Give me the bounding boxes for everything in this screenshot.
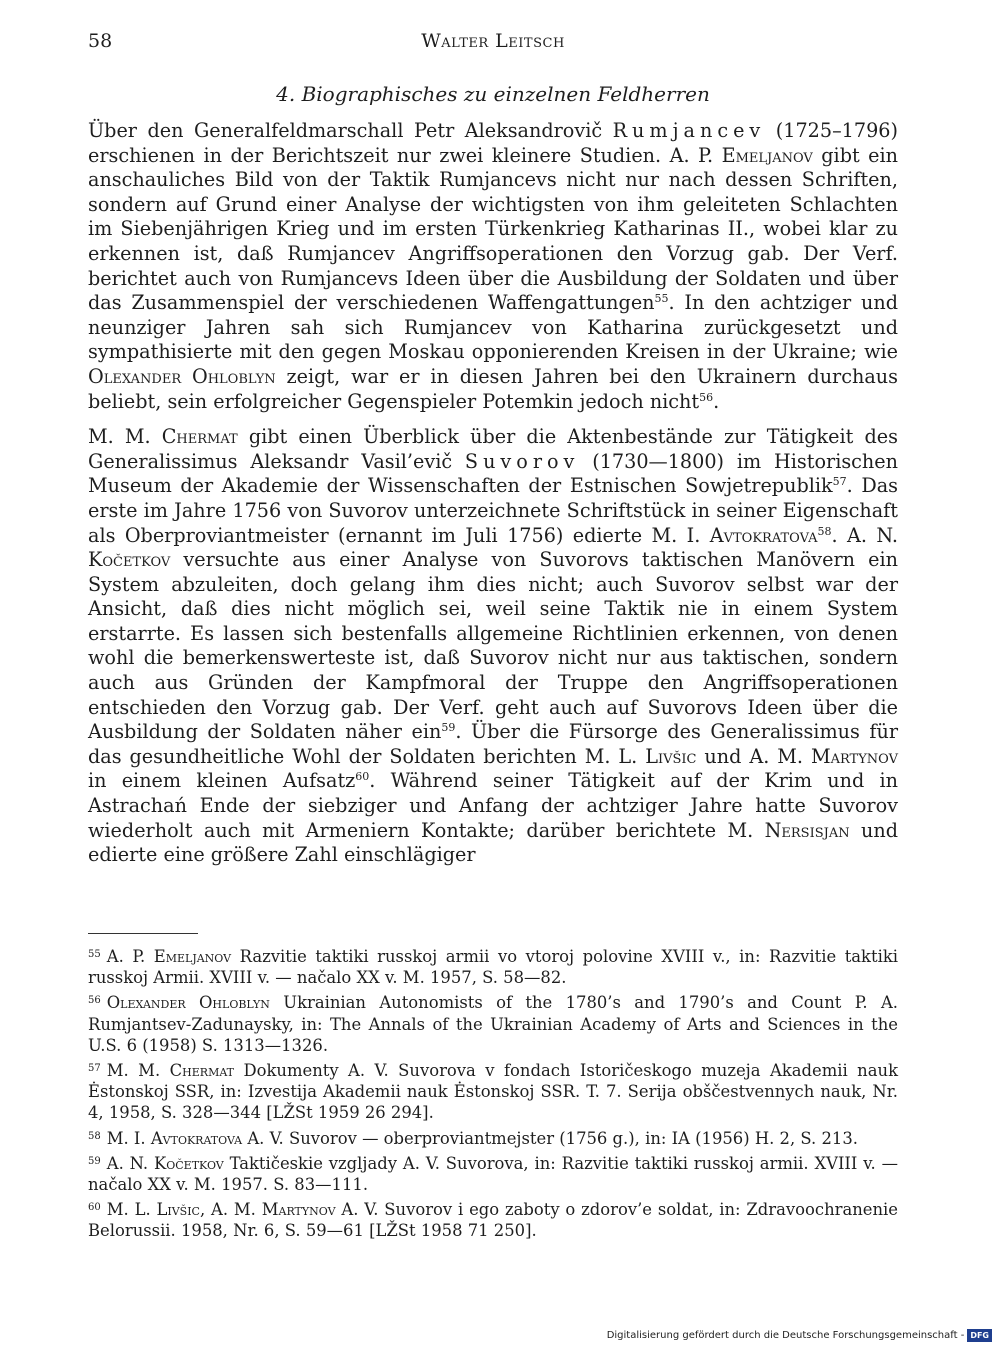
footnote-ref: 55	[654, 292, 669, 306]
dfg-logo: DFG	[967, 1329, 992, 1342]
author-name: Chermat	[161, 425, 238, 449]
running-head: Walter Leitsch	[421, 30, 565, 52]
footnote: $^{58}$ M. I. Avtokratova A. V. Suvorov — oberproviantmejster (1756 g.), in: IA (1956) H. 2, S. 213.	[88, 1128, 858, 1148]
paragraph: Über den Generalfeldmarschall Petr Aleksandrovič Rumjancev (1725–1796) erschienen in der Berichtszeit nur zwei kleinere Studien. A. P. Emeljanov gibt ein anschauliches Bild von der Taktik Rumjancevs nicht nur nach dessen Schriften, sondern auf Grund einer Analyse der wichtigsten von ihm geleiteten Schlachten im Siebenjährigen Krieg und im ersten Türkenkrieg Katharinas II., wobei klar zu erkennen ist, daß Rumjancev Angriffsoperationen den Vorzug gab. Der Verf. berichtet auch von Rumjancevs Ideen über die Ausbildung der Soldaten und über das Zusammenspiel der verschiedenen Waffengattungen$^{55}$. In den achtziger und neunziger Jahren sah sich Rumjancev von Katharina zurückgesetzt und sympathisierte mit den gegen Moskau opponierenden Kreisen in der Ukraine; wie Olexander Ohloblyn zeigt, war er in diesen Jahren bei den Ukrainern durchaus beliebt, sein erfolgreicher Gegenspieler Potemkin jedoch nicht$^{56}$.	[88, 119, 898, 413]
credit-text: Digitalisierung gefördert durch die Deutsche Forschungsgemeinschaft -	[606, 1330, 965, 1341]
author-name: Martynov	[810, 744, 898, 768]
page-number: 58	[88, 30, 113, 52]
digitization-credit	[607, 1329, 992, 1342]
author-name: Kočetkov	[88, 548, 171, 572]
author-name: Avtokratova	[709, 523, 818, 547]
author-name: Livšic	[645, 744, 697, 768]
name-suvorov: Suvorov	[464, 449, 580, 473]
body-text	[88, 119, 898, 879]
footnote-rule	[88, 933, 198, 934]
author-name: Emeljanov	[721, 143, 813, 167]
footnote-ref: 56	[699, 390, 714, 404]
footnote: $^{59}$ A. N. Kočetkov Taktičeskie vzgljady A. V. Suvorova, in: Razvitie taktiki russkoj armii. XVIII v. — načalo XX v. M. 1957. S. 83—111.	[88, 1153, 898, 1195]
footnote-ref: 58	[817, 524, 832, 538]
footnote-ref: 59	[441, 721, 456, 735]
footnote: $^{55}$ A. P. Emeljanov Razvitie taktiki russkoj armii vo vtoroj polovine XVIII v., in: Razvitie taktiki russkoj Armii. XVIII v. — načalo XX v. M. 1957, S. 58—82.	[88, 947, 898, 988]
paragraph: M. M. Chermat gibt einen Überblick über die Aktenbestände zur Tätigkeit des Generalissimus Aleksandr Vasil’evič Suvorov (1730—1800) im Historischen Museum der Akademie der Wissenschaften der Estnischen Sowjetrepublik$^{57}$. Das erste im Jahre 1756 von Suvorov unterzeichnete Schriftstück in seiner Eigenschaft als Oberproviantmeister (ernannt im Juli 1756) edierte M. I. Avtokratova$^{58}$. A. N. Kočetkov versuchte aus einer Analyse von Suvorovs taktischen Manövern ein System abzuleiten, doch gelang ihm dies nicht; auch Suvorov selbst war der Ansicht, daß dies nicht möglich sei, weil seine Taktik nie in einem System erstarrte. Es lassen sich bestenfalls allgemeine Richtlinien erkennen, von denen wohl die bemerkenswerteste ist, daß Suvorov nicht nur aus taktischen, sondern auch aus Gründen der Kampfmoral der Truppe den Angriffsoperationen entschieden den Vorzug gab. Der Verf. geht auch auf Suvorovs Ideen über die Ausbildung der Soldaten näher ein$^{59}$. Über die Fürsorge des Generalissimus für das gesundheitliche Wohl der Soldaten berichten M. L. Livšic und A. M. Martynov in einem kleinen Aufsatz$^{60}$. Während seiner Tätigkeit auf der Krim und in Astrachań Ende der siebziger und Anfang der achtziger Jahre hatte Suvorov wiederholt auch mit Armeniern Kontakte; darüber berichtete M. Nersisjan und edierte eine größere Zahl einschlägiger	[88, 425, 899, 867]
footnote-ref: 57	[832, 475, 847, 489]
footnote: $^{57}$ M. M. Chermat Dokumenty A. V. Suvorova v fondach Istoričeskogo muzeja Akademii nauk Ėstonskoj SSR, in: Izvestija Akademii nauk Ėstonskoj SSR. T. 7. Serija obščestvennych nauk, Nr. 4, 1958, S. 328—344 [LŽSt 1959 26 294].	[88, 1061, 899, 1123]
author-name: Nersisjan	[764, 818, 850, 842]
page-header	[88, 30, 898, 60]
footnote: $^{56}$ Olexander Ohloblyn Ukrainian Autonomists of the 1780’s and 1790’s and Count P. A. Rumjantsev-Zadunaysky, in: The Annals of the Ukrainian Academy of Arts and Sciences in the U.S. 6 (1958) S. 1313—1326.	[88, 993, 899, 1055]
footnote: $^{60}$ M. L. Livšic, A. M. Martynov A. V. Suvorov i ego zaboty o zdorov’e soldat, in: Zdravoochranenie Belorussii. 1958, Nr. 6, S. 59—61 [LŽSt 1958 71 250].	[88, 1200, 898, 1241]
footnotes	[88, 946, 898, 1246]
author-name: Olexander Ohloblyn	[88, 364, 276, 388]
section-title: 4. Biographisches zu einzelnen Feldherren	[276, 82, 710, 106]
footnote-ref: 60	[355, 770, 370, 784]
name-rumjancev: Rumjancev	[612, 119, 766, 142]
